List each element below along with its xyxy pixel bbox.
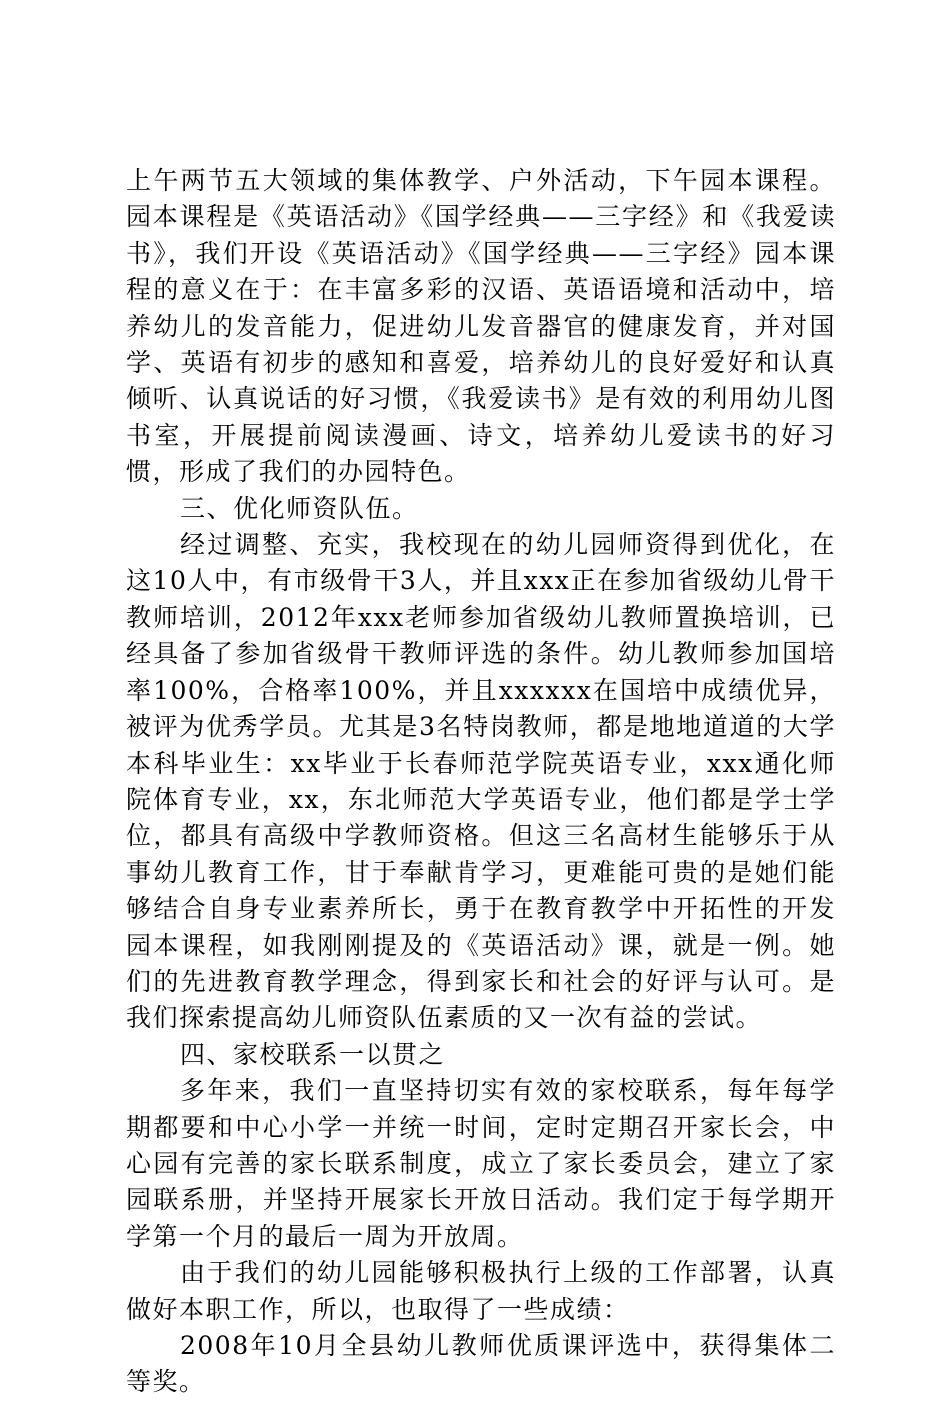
paragraph-award-2008: 2008年10月全县幼儿教师优质课评选中，获得集体二等奖。 [126, 1331, 836, 1397]
paragraph-teachers: 经过调整、充实，我校现在的幼儿园师资得到优化，在这10人中，有市级骨干3人，并且xxx正在参加省级幼儿骨干教师培训，2012年xxx老师参加省级幼儿教师置换培训，已经具备了参加省级骨干教师评选的条件。幼儿教师参加国培率100%，合格率100%，并且xxxxxx在国培中成绩优异，被评为优秀学员。尤其是3名特岗教师，都是地地道道的大学本科毕业生：xx毕业于长春师范学院英语专业，xxx通化师院体育专业，xx，东北师范大学英语专业，他们都是学士学位，都具有高级中学教师资格。但这三名高材生能够乐于从事幼儿教育工作，甘于奉献肯学习，更难能可贵的是她们能够结合自身专业素养所长，勇于在教育教学中开拓性的开发园本课程，如我刚刚提及的《英语活动》课，就是一例。她们的先进教育教学理念，得到家长和社会的好评与认可。是我们探索提高幼儿师资队伍素质的又一次有益的尝试。 [126, 530, 836, 1033]
paragraph-home-school: 多年来，我们一直坚持切实有效的家校联系，每年每学期都要和中心小学一并统一时间，定时定期召开家长会，中心园有完善的家长联系制度，成立了家长委员会，建立了家园联系册，并坚持开展家长开放日活动。我们定于每学期开学第一个月的最后一周为开放周。 [126, 1076, 836, 1251]
paragraph-curriculum: 上午两节五大领域的集体教学、户外活动，下午园本课程。园本课程是《英语活动》《国学经典——三字经》和《我爱读书》，我们开设《英语活动》《国学经典——三字经》园本课程的意义在于：在丰富多彩的汉语、英语语境和活动中，培养幼儿的发音能力，促进幼儿发音器官的健康发育，并对国学、英语有初步的感知和喜爱，培养幼儿的良好爱好和认真倾听、认真说话的好习惯，《我爱读书》是有效的利用幼儿图书室，开展提前阅读漫画、诗文，培养幼儿爱读书的好习惯，形成了我们的办园特色。 [126, 166, 836, 487]
heading-optimize-teachers: 三、优化师资队伍。 [180, 493, 419, 523]
paragraph-achievements-intro: 由于我们的幼儿园能够积极执行上级的工作部署，认真做好本职工作，所以，也取得了一些成绩： [126, 1258, 836, 1324]
document-body [126, 163, 836, 1401]
heading-home-school: 四、家校联系一以贯之 [180, 1039, 446, 1069]
